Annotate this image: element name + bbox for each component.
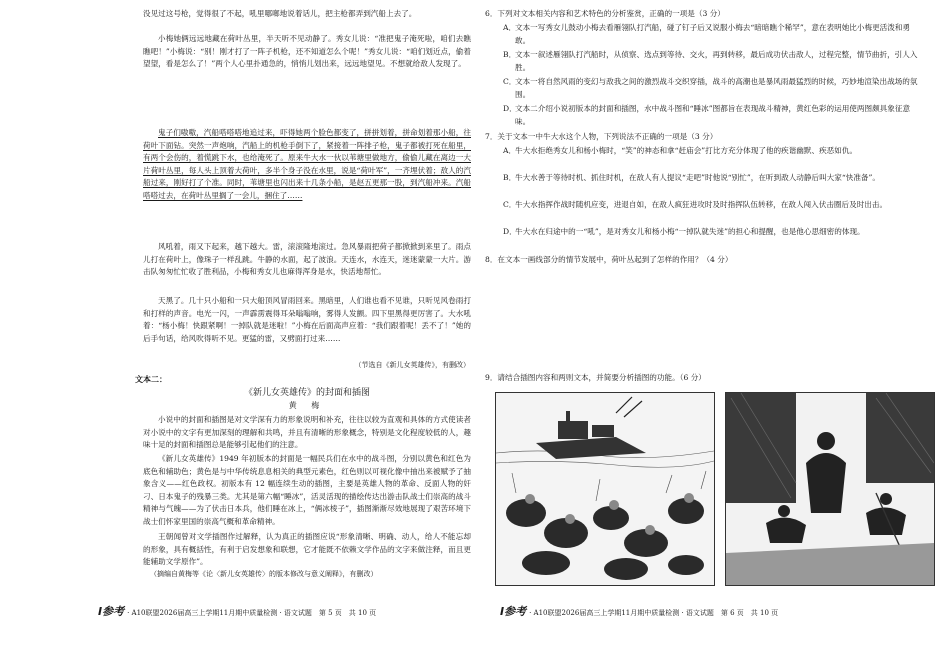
sleeping-on-ice-drawing: [726, 393, 934, 585]
text1-source: （节选自《新儿女英雄传》，有删改）: [354, 361, 470, 369]
illustration-sleeping-on-ice: [725, 392, 935, 586]
q6-option-d: D．文本二介绍小说初版本的封面和插图，水中战斗图和“睡冰”图都旨在表现战斗精神，黄红色彩的运用使两图颇具象征意味。: [503, 104, 911, 126]
question-7: 7．关于文本一中牛大水这个人物，下列说法不正确的一项是（3 分）: [485, 132, 718, 141]
page-footer-left: [98, 603, 376, 619]
question-6: 6．下列对文本相关内容和艺术特色的分析鉴赏，正确的一项是（3 分）: [485, 9, 725, 18]
illustration-water-battle: [495, 392, 715, 586]
publisher-logo: I参考: [98, 605, 125, 618]
q6-option-b: B．文本一叙述雁翎队打汽船时，从侦察、选点到等待、交火，再到转移，最后成功伏击敌人，过程完整，情节曲折，引人入胜。: [503, 50, 918, 72]
page-6: [475, 0, 950, 646]
q7-option-c: C．牛大水指挥作战时随机应变，进退自如，在敌人疯狂进攻时及时指挥队伍转移，在敌人闯入伏击圈后及时出击。: [503, 200, 888, 209]
question-9: 9．请结合插图内容和两则文本，并简要分析插图的功能。（6 分）: [485, 373, 706, 382]
footer-text: · A10联盟2026届高三上学期11月期中质量检测 · 语文试题 第 5 页 共 10 页: [127, 609, 377, 617]
text2-label: 文本二：: [135, 374, 167, 384]
text1-para5: 天黑了。几十只小船和一只大船顶风冒雨回来。黑暗里，人们谁也看不见谁，只听见风卷雨打和打样的声音。电光一闪，一声霹雳震得耳朵嗡嗡响，雾得人发颤。四下里黑得更厉害了。大水吼着：“杨小梅！快跟紧啊！一掉队就是迷啦！”小梅在后面高声应着：“我们跟着呢！丢不了！”她的后手句话，给风吹得听不见。更猛的雷，又劈面打过来……: [143, 296, 471, 343]
water-battle-drawing: [496, 393, 714, 585]
q6-option-c: C．文本一将自然风雨的变幻与敌我之间的激烈战斗交织穿插，战斗的高潮也是暴风雨最猛烈的时候，巧妙地渲染出战场的氛围。: [503, 77, 918, 99]
text1-underlined-passage: 鬼子们嗷嗷，汽船嗒嗒嗒地追过来，吓得她两个脸色都变了，拼拼划着，拼命划着那小船，往荷叶下面钻。突然一声炮响，汽船上的机枪手倒下了，紧接着一阵排子枪，鬼子都被打死在船里，有两个会伤的，着慌跳下水，也给淹死了。原来牛大水一伙以苇塘里做地方，偷偷儿藏在离边一大片荷叶丛里，每人头上顶着大荷叶，多半个身子没在水里，说是“荷叶军”，一齐埋伏着；敌人的汽船过来，刚好打了个准。同时，苇塘里也闪出来十几条小船，是赵五更那一股，到汽船冲来。汽船嗒嗒过去，在荷叶丛里搁了一会儿，捆住了……: [143, 128, 471, 200]
text2-para2: 《新儿女英雄传》1949 年初版本的封面是一幅民兵们在水中的战斗图，分别以黄色和红色为底色和辅助色；黄色是与中华传统息息相关的典型元素色，红色则以可视化像中抽出来被赋予了抽象含义——红色政权。初版本有 12 幅连续生动的插图，主要是英雄人物的革命、反面人物的奸刁、日本鬼子的残暴三类。尤其是第六幅“睡冰”，活灵活现的描绘传达出游击队战士们崇高的战斗精神与气魄——为了伏击日本兵，他们睡在冰上，“俩冰棱子”，插图渐渐尽效地展现了艰苦环境下战士们怀家里国的崇高气概和革命精神。: [143, 454, 471, 526]
publisher-logo: I参考: [500, 605, 527, 618]
text2-para3: 王朝闻曾对文学插图作过解释，认为真正的插图应说“形象清晰、明确、动人，给人不能忘却的形象，具有概括性，有利于启发想象和联想，它才能既不依赖文学作品的文字来做注释，而且更能辅助文学原作”。: [143, 532, 471, 567]
text2-source: （摘编自黄梅等《论〈新儿女英雄传〉的版本修改与意义阐释》，有删改）: [150, 570, 378, 578]
q6-option-a: A．文本一写秀女儿鼓动小梅去看雁翎队打汽船，碰了钉子后又说服小梅去“暗暗瞧个稀罕”，意在表明她比小梅更活泼和勇敢。: [503, 23, 911, 45]
q7-option-a: A．牛大水拒绝秀女儿和杨小梅时，“笑”的神态和拿“赶庙会”打比方充分体现了他的疾谐幽默、疾恶如仇。: [503, 146, 858, 155]
text2-title: 《新儿女英雄传》的封面和插图: [243, 388, 370, 398]
text1-para2: 小梅她俩远远地藏在荷叶丛里，半天听不见动静了。秀女儿说：“准把鬼子淹死啦，咱们去瞧瞧吧！”小梅说：“别！刚才打了一阵子机枪，还不知道怎么个呢！”秀女儿说：“咱们划近点，偷着望望，看是怎么了！”两个人心里扑通急的，悄悄儿划出来，远远地望见。不想就给敌人发现了。: [143, 34, 471, 69]
text2-para1: 小说中的封面和插图是对文学深有力的形象说明和补充，往往以较为直观和具体的方式使读者对小说中的文字有更加深刻的理解和共鸣，并且有清晰的形象概念，特别是文化程度较低的人，趣味十足的封面和插图总是能够引起他们的注意。: [143, 415, 471, 450]
page-footer-right: [500, 603, 778, 619]
q7-option-b: B．牛大水善于等待时机、抓住时机，在敌人有人提议“走吧”时他说“别忙”，在听到敌人动静后叫大家“快准备”。: [503, 173, 881, 182]
footer-text: · A10联盟2026届高三上学期11月期中质量检测 · 语文试题 第 6 页 共 10 页: [529, 609, 779, 617]
q7-option-d: D．牛大水在归途中的一“吼”，是对秀女儿和杨小梅“一掉队就失迷”的担心和提醒，也是他心思细密的体现。: [503, 227, 865, 236]
text1-para1: 没见过这号枪，觉得很了不起，吼里哪啷地说着话儿，把主枪都弄到汽船上去了。: [143, 9, 417, 18]
text2-author: 黄 梅: [288, 401, 326, 410]
question-8: 8．在文本一画线部分的情节发展中，荷叶丛起到了怎样的作用？（4 分）: [485, 255, 733, 264]
text1-para4: 风吼着，雨又下起来，越下越大。雷，滚滚隆地滚过。急风暴雨把荷子都掀掀到来里了。雨点儿打在荷叶上，像珠子一样乱跳。牛静的水面，起了波浪。天连水，水连天，迷迷蒙蒙一大片。游击队匆匆忙忙收了胜利品，小梅和秀女儿也麻得浑身是水，快活地帮忙。: [143, 242, 471, 277]
